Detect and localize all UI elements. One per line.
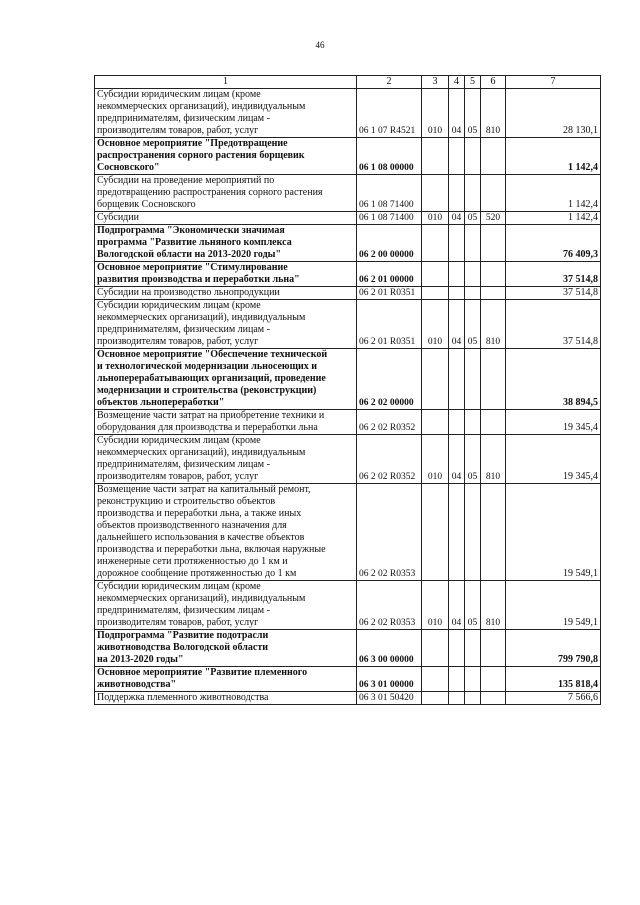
row-section — [449, 225, 465, 262]
row-subsection — [465, 262, 481, 287]
row-name-line: Поддержка племенного животноводства — [97, 692, 269, 703]
header-col-6: 6 — [481, 76, 506, 89]
row-name — [95, 300, 357, 349]
table-row — [95, 484, 601, 581]
table-row — [95, 300, 601, 349]
row-name-line: производителям товаров, работ, услуг — [97, 617, 259, 628]
row-name-line: инженерные сети протяженностью до 1 км и — [97, 556, 288, 567]
row-name — [95, 667, 357, 692]
row-expense-type — [481, 138, 506, 175]
row-grbs — [422, 667, 449, 692]
row-name-line: Вологодской области на 2013-2020 годы" — [97, 249, 282, 260]
row-name-line: некоммерческих организаций), индивидуальным — [97, 101, 306, 112]
row-expense-type: 810 — [481, 581, 506, 630]
row-sum: 37 514,8 — [506, 300, 601, 349]
row-code: 06 2 01 R0351 — [357, 300, 422, 349]
row-code: 06 3 01 50420 — [357, 692, 422, 705]
row-name-line: производителям товаров, работ, услуг — [97, 336, 259, 347]
row-name — [95, 262, 357, 287]
page-number: 46 — [315, 40, 325, 50]
row-sum: 38 894,5 — [506, 349, 601, 410]
row-name-line: животноводства" — [97, 679, 177, 690]
table-row — [95, 692, 601, 705]
table-row — [95, 287, 601, 300]
row-grbs — [422, 175, 449, 212]
row-name-line: развития производства и переработки льна" — [97, 274, 300, 285]
row-expense-type — [481, 484, 506, 581]
table-row — [95, 225, 601, 262]
row-name — [95, 410, 357, 435]
row-section — [449, 692, 465, 705]
row-section — [449, 667, 465, 692]
row-name-line: Основное мероприятие "Обеспечение технической — [97, 349, 328, 360]
table-row — [95, 212, 601, 225]
row-name-line: Подпрограмма "Экономически значимая — [97, 225, 285, 236]
row-name-line: распространения сорного растения борщевик — [97, 150, 305, 161]
row-name-line: предпринимателям, физическим лицам - — [97, 459, 270, 470]
header-col-1: 1 — [95, 76, 357, 89]
row-code: 06 2 02 R0353 — [357, 484, 422, 581]
row-name-line: производства и переработки льна, включая наружные — [97, 544, 326, 555]
row-expense-type — [481, 349, 506, 410]
table-row — [95, 581, 601, 630]
row-grbs — [422, 630, 449, 667]
row-name-line: борщевик Сосновского — [97, 199, 196, 210]
row-expense-type — [481, 262, 506, 287]
table-row — [95, 262, 601, 287]
row-name-line: Возмещение части затрат на приобретение техники и — [97, 410, 325, 421]
row-subsection — [465, 692, 481, 705]
row-expense-type — [481, 630, 506, 667]
row-sum: 1 142,4 — [506, 212, 601, 225]
row-subsection — [465, 287, 481, 300]
row-name-line: оборудования для производства и переработки льна — [97, 422, 318, 433]
table-row — [95, 138, 601, 175]
row-name-line: Субсидии юридическим лицам (кроме — [97, 89, 261, 100]
row-subsection — [465, 175, 481, 212]
table-row — [95, 630, 601, 667]
row-name — [95, 175, 357, 212]
row-code: 06 2 00 00000 — [357, 225, 422, 262]
row-sum: 37 514,8 — [506, 262, 601, 287]
row-section — [449, 410, 465, 435]
row-sum: 799 790,8 — [506, 630, 601, 667]
row-sum: 7 566,6 — [506, 692, 601, 705]
row-name — [95, 484, 357, 581]
row-name-line: производителям товаров, работ, услуг — [97, 471, 259, 482]
row-expense-type: 520 — [481, 212, 506, 225]
row-name-line: предотвращению распространения сорного растения — [97, 187, 323, 198]
header-col-2: 2 — [357, 76, 422, 89]
row-grbs: 010 — [422, 300, 449, 349]
row-sum: 37 514,8 — [506, 287, 601, 300]
row-expense-type — [481, 287, 506, 300]
row-code: 06 2 01 00000 — [357, 262, 422, 287]
row-name-line: Субсидии — [97, 212, 139, 223]
table-row — [95, 667, 601, 692]
row-name-line: Субсидии на производство льнопродукции — [97, 287, 280, 298]
row-expense-type: 810 — [481, 435, 506, 484]
row-section — [449, 630, 465, 667]
table-row — [95, 435, 601, 484]
row-name-line: Возмещение части затрат на капитальный ремонт, — [97, 484, 311, 495]
row-name — [95, 692, 357, 705]
row-name-line: предпринимателям, физическим лицам - — [97, 113, 270, 124]
row-code: 06 2 01 R0351 — [357, 287, 422, 300]
row-sum: 19 345,4 — [506, 410, 601, 435]
row-grbs — [422, 692, 449, 705]
row-expense-type — [481, 410, 506, 435]
header-col-7: 7 — [506, 76, 601, 89]
row-code: 06 1 07 R4521 — [357, 89, 422, 138]
row-expense-type — [481, 175, 506, 212]
row-section: 04 — [449, 435, 465, 484]
table-row — [95, 175, 601, 212]
header-col-5: 5 — [465, 76, 481, 89]
row-name — [95, 630, 357, 667]
row-name-line: дорожное сообщение протяженностью до 1 км — [97, 568, 297, 579]
row-subsection: 05 — [465, 581, 481, 630]
row-sum: 76 409,3 — [506, 225, 601, 262]
row-name-line: дальнейшего использования в качестве объектов — [97, 532, 305, 543]
row-name-line: Подпрограмма "Развитие подотрасли — [97, 630, 269, 641]
row-subsection: 05 — [465, 300, 481, 349]
header-col-4: 4 — [449, 76, 465, 89]
row-name-line: модернизации и строительства (реконструкции) — [97, 385, 317, 396]
row-section — [449, 262, 465, 287]
row-grbs: 010 — [422, 212, 449, 225]
row-expense-type: 810 — [481, 89, 506, 138]
row-sum: 19 345,4 — [506, 435, 601, 484]
row-name-line: производителям товаров, работ, услуг — [97, 125, 259, 136]
row-sum: 19 549,1 — [506, 484, 601, 581]
row-subsection — [465, 630, 481, 667]
row-code: 06 3 00 00000 — [357, 630, 422, 667]
row-name-line: Основное мероприятие "Стимулирование — [97, 262, 288, 273]
row-name — [95, 212, 357, 225]
row-section: 04 — [449, 300, 465, 349]
row-sum: 1 142,4 — [506, 175, 601, 212]
row-name — [95, 349, 357, 410]
row-name — [95, 225, 357, 262]
row-name-line: Субсидии юридическим лицам (кроме — [97, 581, 261, 592]
row-section — [449, 287, 465, 300]
row-name-line: Субсидии юридическим лицам (кроме — [97, 435, 261, 446]
row-name-line: некоммерческих организаций), индивидуальным — [97, 593, 306, 604]
row-name-line: объектов льнопереработки" — [97, 397, 225, 408]
row-code: 06 3 01 00000 — [357, 667, 422, 692]
row-grbs: 010 — [422, 581, 449, 630]
row-name — [95, 138, 357, 175]
row-code: 06 2 02 00000 — [357, 349, 422, 410]
row-code: 06 1 08 71400 — [357, 175, 422, 212]
budget-table — [94, 75, 601, 705]
row-name — [95, 435, 357, 484]
row-name-line: льноперерабатывающих организаций, проведение — [97, 373, 326, 384]
row-name — [95, 581, 357, 630]
row-code: 06 1 08 71400 — [357, 212, 422, 225]
row-section: 04 — [449, 581, 465, 630]
row-grbs — [422, 262, 449, 287]
row-section — [449, 175, 465, 212]
row-name-line: производства и переработки льна, а также иных — [97, 508, 302, 519]
row-expense-type — [481, 667, 506, 692]
row-code: 06 1 08 00000 — [357, 138, 422, 175]
row-sum: 135 818,4 — [506, 667, 601, 692]
row-subsection: 05 — [465, 89, 481, 138]
row-expense-type — [481, 692, 506, 705]
row-grbs — [422, 410, 449, 435]
table-row — [95, 349, 601, 410]
row-subsection — [465, 138, 481, 175]
row-name-line: на 2013-2020 годы" — [97, 654, 184, 665]
table-row — [95, 89, 601, 138]
row-name — [95, 287, 357, 300]
row-code: 06 2 02 R0353 — [357, 581, 422, 630]
row-expense-type — [481, 225, 506, 262]
table-row — [95, 410, 601, 435]
row-sum: 19 549,1 — [506, 581, 601, 630]
row-expense-type: 810 — [481, 300, 506, 349]
row-name-line: предпринимателям, физическим лицам - — [97, 324, 270, 335]
header-col-3: 3 — [422, 76, 449, 89]
row-section: 04 — [449, 89, 465, 138]
row-grbs — [422, 349, 449, 410]
row-name-line: некоммерческих организаций), индивидуальным — [97, 447, 306, 458]
row-code: 06 2 02 R0352 — [357, 410, 422, 435]
row-subsection — [465, 484, 481, 581]
row-sum: 1 142,4 — [506, 138, 601, 175]
row-code: 06 2 02 R0352 — [357, 435, 422, 484]
row-name-line: некоммерческих организаций), индивидуальным — [97, 312, 306, 323]
row-section — [449, 349, 465, 410]
row-name-line: предпринимателям, физическим лицам - — [97, 605, 270, 616]
row-name-line: Субсидии юридическим лицам (кроме — [97, 300, 261, 311]
table-header-row — [95, 76, 601, 89]
row-subsection — [465, 225, 481, 262]
row-name-line: животноводства Вологодской области — [97, 642, 269, 653]
row-name-line: Основное мероприятие "Предотвращение — [97, 138, 288, 149]
row-name-line: Сосновского" — [97, 162, 160, 173]
row-grbs: 010 — [422, 435, 449, 484]
row-grbs: 010 — [422, 89, 449, 138]
row-name-line: реконструкцию и строительство объектов — [97, 496, 276, 507]
row-grbs — [422, 138, 449, 175]
row-subsection — [465, 349, 481, 410]
row-name-line: объектов производственного назначения для — [97, 520, 287, 531]
row-section — [449, 138, 465, 175]
row-name-line: Основное мероприятие "Развитие племенного — [97, 667, 308, 678]
row-grbs — [422, 484, 449, 581]
row-section — [449, 484, 465, 581]
row-grbs — [422, 287, 449, 300]
row-subsection: 05 — [465, 435, 481, 484]
row-subsection: 05 — [465, 212, 481, 225]
row-name-line: программа "Развитие льняного комплекса — [97, 237, 292, 248]
row-grbs — [422, 225, 449, 262]
row-name-line: и технологической модернизации льносеющих и — [97, 361, 318, 372]
row-subsection — [465, 667, 481, 692]
row-name — [95, 89, 357, 138]
row-sum: 28 130,1 — [506, 89, 601, 138]
row-section: 04 — [449, 212, 465, 225]
row-subsection — [465, 410, 481, 435]
row-name-line: Субсидии на проведение мероприятий по — [97, 175, 275, 186]
